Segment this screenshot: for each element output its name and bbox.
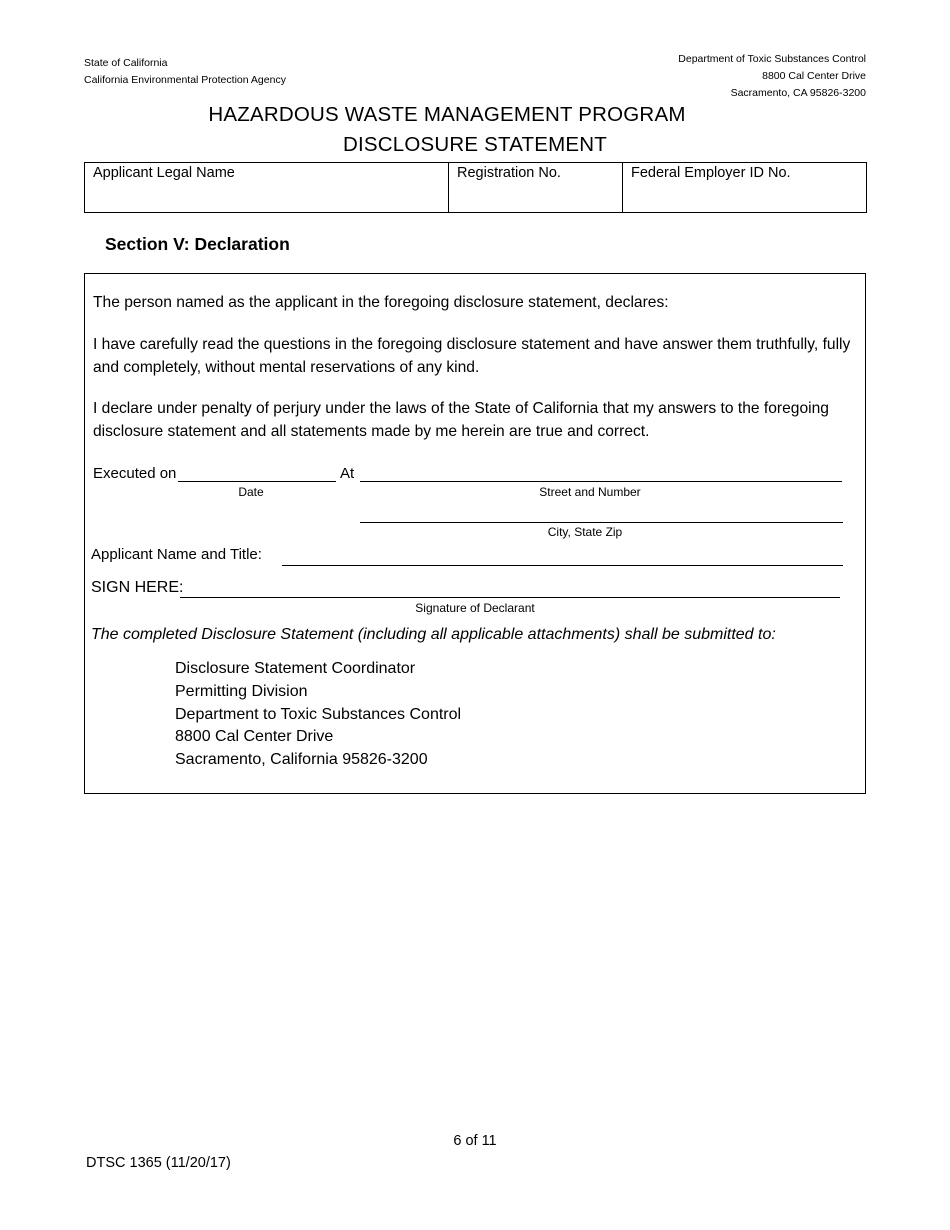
address-line: Disclosure Statement Coordinator <box>175 660 416 677</box>
address-line: Department to Toxic Substances Control <box>175 705 462 723</box>
applicant-legal-name-label: Applicant Legal Name <box>93 165 235 181</box>
address-line: Sacramento, California 95826-3200 <box>175 751 428 769</box>
form-id: DTSC 1365 (11/20/17) <box>86 1155 231 1171</box>
at-label: At <box>340 465 355 482</box>
declaration-paragraph-2: I declare under penalty of perjury under the laws of the State of California that my answers to the foregoing disclosure statement and all statements made by me herein are true and correct. <box>93 400 829 440</box>
department-street: 8800 Cal Center Drive <box>762 70 866 82</box>
signature-caption: Signature of Declarant <box>415 601 535 615</box>
department-name: Department of Toxic Substances Control <box>678 53 866 65</box>
registration-no-field[interactable] <box>449 163 623 212</box>
agency-name: California Environmental Protection Agency <box>84 74 286 86</box>
applicant-id-table <box>84 162 867 213</box>
city-caption: City, State Zip <box>547 525 623 539</box>
department-city: Sacramento, CA 95826-3200 <box>730 87 866 99</box>
applicant-legal-name-field[interactable] <box>85 163 449 212</box>
applicant-name-title-input-line[interactable] <box>282 565 843 566</box>
department-address <box>678 51 866 102</box>
registration-no-label: Registration No. <box>457 165 561 181</box>
state-name: State of California <box>84 57 168 69</box>
submission-note: The completed Disclosure Statement (including all applicable attachments) shall be submitted to: <box>91 626 776 643</box>
federal-employer-id-label: Federal Employer ID No. <box>631 165 791 181</box>
federal-employer-id-field[interactable] <box>623 163 866 212</box>
section-title: Section V: Declaration <box>105 234 290 254</box>
sign-here-label: SIGN HERE: <box>91 579 184 596</box>
address-line: 8800 Cal Center Drive <box>175 728 334 746</box>
submission-address <box>175 658 461 772</box>
executed-on-label: Executed on <box>93 465 177 482</box>
date-input-line[interactable] <box>178 481 336 482</box>
street-input-line[interactable] <box>360 481 842 482</box>
address-line: Permitting Division <box>175 682 308 700</box>
date-caption: Date <box>238 485 264 499</box>
signature-input-line[interactable] <box>180 597 840 598</box>
agency-header <box>84 55 286 89</box>
declaration-paragraph-1: I have carefully read the questions in the foregoing disclosure statement and have answer them truthfully, fully and completely, without mental reservations of any kind. <box>93 336 851 376</box>
applicant-name-title-label: Applicant Name and Title: <box>91 546 262 563</box>
program-title: HAZARDOUS WASTE MANAGEMENT PROGRAM <box>208 103 686 126</box>
declaration-intro: The person named as the applicant in the foregoing disclosure statement, declares: <box>93 294 669 311</box>
document-title: DISCLOSURE STATEMENT <box>342 133 608 156</box>
street-caption: Street and Number <box>539 485 641 499</box>
page-number: 6 of 11 <box>453 1133 497 1149</box>
city-input-line[interactable] <box>360 522 843 523</box>
